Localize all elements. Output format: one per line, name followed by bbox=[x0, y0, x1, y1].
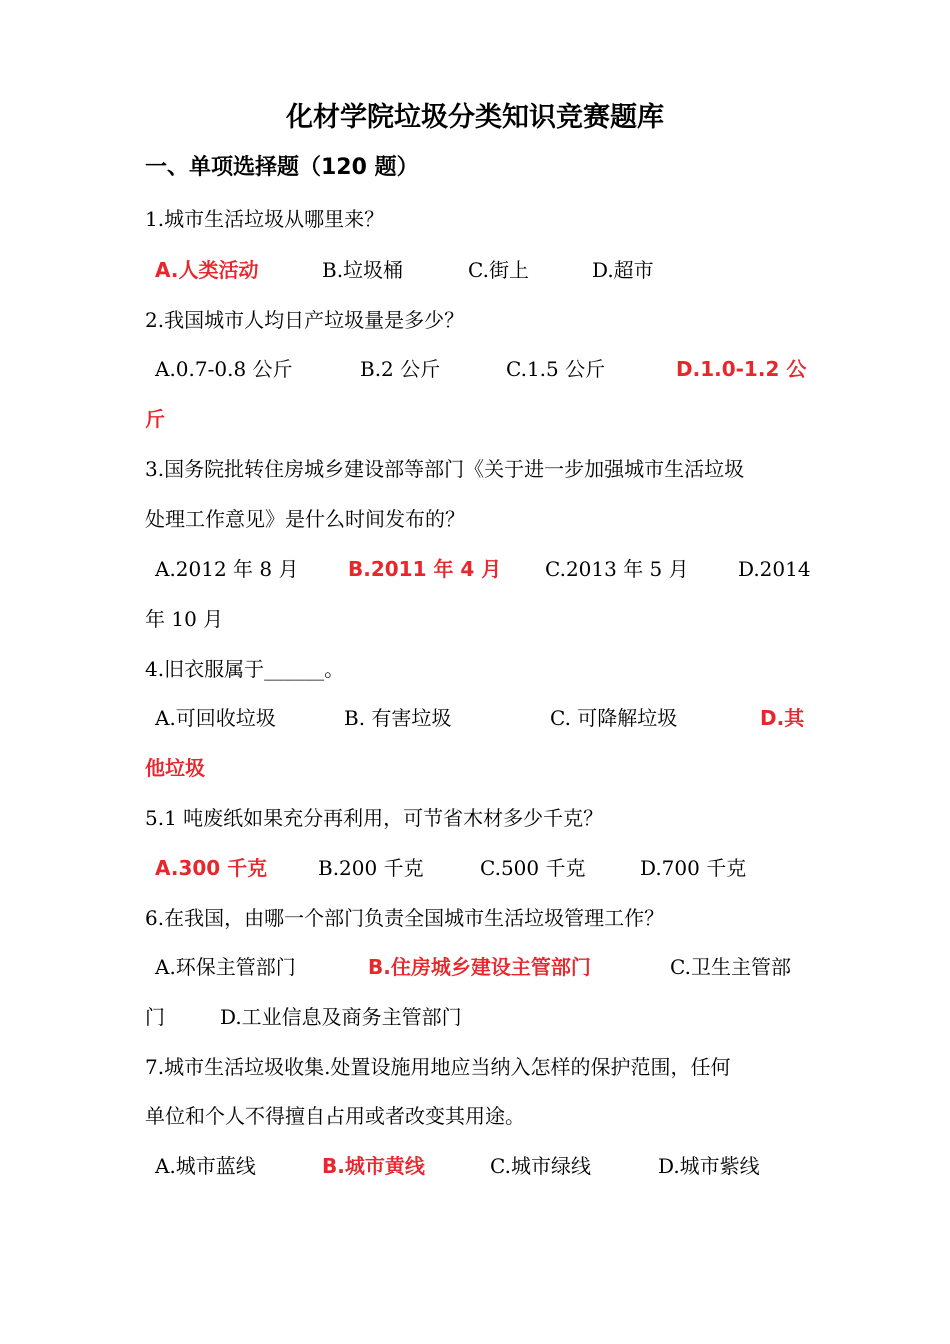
question-7-option-c: C.城市绿线 bbox=[490, 1154, 591, 1178]
question-7-option-b-answer: B.城市黄线 bbox=[322, 1154, 425, 1178]
question-6-option-d: D.工业信息及商务主管部门 bbox=[220, 1005, 462, 1029]
question-5-option-d: D.700 千克 bbox=[640, 856, 747, 880]
question-1-option-b: B.垃圾桶 bbox=[322, 258, 404, 282]
question-4-option-d-answer: D.其 bbox=[760, 706, 805, 730]
question-6-option-a: A.环保主管部门 bbox=[155, 955, 296, 979]
question-6-option-c-cont: 门 bbox=[145, 1005, 165, 1029]
question-3-stem-line2: 处理工作意见》是什么时间发布的？ bbox=[145, 507, 465, 531]
question-5-stem: 5.1 吨废纸如果充分再利用，可节省木材多少千克？ bbox=[145, 806, 604, 830]
question-3-option-a: A.2012 年 8 月 bbox=[155, 557, 299, 581]
question-6-option-c: C.卫生主管部 bbox=[670, 955, 791, 979]
question-1-option-d: D.超市 bbox=[592, 258, 654, 282]
question-4-option-b: B. 有害垃圾 bbox=[344, 706, 452, 730]
question-3-option-c: C.2013 年 5 月 bbox=[545, 557, 689, 581]
document-title: 化材学院垃圾分类知识竞赛题库 bbox=[286, 102, 664, 133]
question-1-stem: 1.城市生活垃圾从哪里来？ bbox=[145, 207, 385, 231]
section-heading: 一、单项选择题（120 题） bbox=[145, 155, 419, 180]
question-5-option-b: B.200 千克 bbox=[318, 856, 424, 880]
question-4-option-a: A.可回收垃圾 bbox=[155, 706, 276, 730]
question-5-option-a-answer: A.300 千克 bbox=[155, 856, 268, 880]
question-4-option-d-answer-cont: 他垃圾 bbox=[145, 756, 205, 780]
question-4-option-c: C. 可降解垃圾 bbox=[550, 706, 678, 730]
question-3-option-d: D.2014 bbox=[738, 557, 811, 581]
question-1-option-c: C.街上 bbox=[468, 258, 529, 282]
question-4-stem: 4.旧衣服属于______。 bbox=[145, 657, 345, 681]
question-7-option-a: A.城市蓝线 bbox=[155, 1154, 256, 1178]
question-7-stem-line2: 单位和个人不得擅自占用或者改变其用途。 bbox=[145, 1104, 525, 1128]
question-6-stem: 6.在我国，由哪一个部门负责全国城市生活垃圾管理工作？ bbox=[145, 906, 665, 930]
question-2-option-d-answer-cont: 斤 bbox=[145, 407, 165, 431]
question-3-option-d-cont: 年 10 月 bbox=[145, 607, 224, 631]
question-1-option-a-answer: A.人类活动 bbox=[155, 258, 259, 282]
question-3-option-b-answer: B.2011 年 4 月 bbox=[348, 557, 502, 581]
question-2-option-c: C.1.5 公斤 bbox=[506, 357, 606, 381]
question-5-option-c: C.500 千克 bbox=[480, 856, 586, 880]
question-3-stem-line1: 3.国务院批转住房城乡建设部等部门《关于进一步加强城市生活垃圾 bbox=[145, 457, 745, 481]
question-7-option-d: D.城市紫线 bbox=[658, 1154, 760, 1178]
question-2-option-b: B.2 公斤 bbox=[360, 357, 441, 381]
question-2-option-d-answer: D.1.0-1.2 公 bbox=[676, 357, 807, 381]
question-2-stem: 2.我国城市人均日产垃圾量是多少？ bbox=[145, 308, 465, 332]
question-2-option-a: A.0.7-0.8 公斤 bbox=[155, 357, 293, 381]
question-6-option-b-answer: B.住房城乡建设主管部门 bbox=[368, 955, 591, 979]
question-7-stem-line1: 7.城市生活垃圾收集.处置设施用地应当纳入怎样的保护范围，任何 bbox=[145, 1055, 731, 1079]
